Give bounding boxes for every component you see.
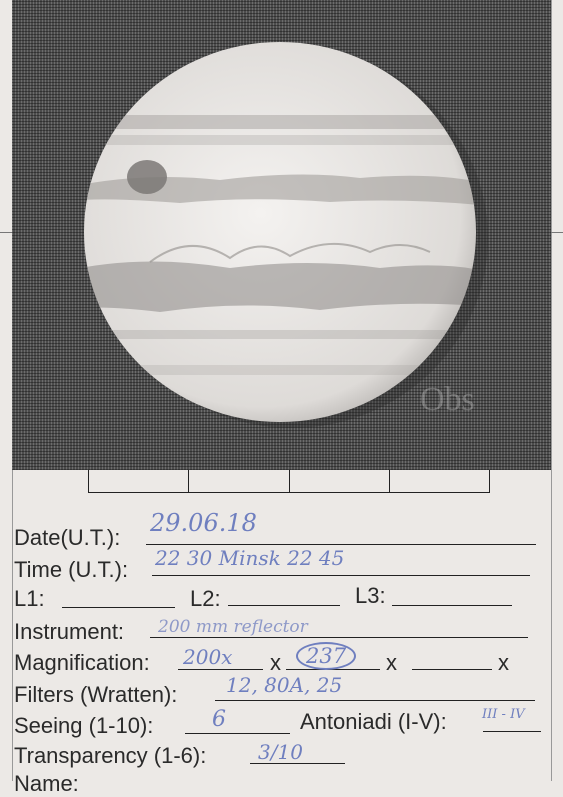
- time-label: Time (U.T.):: [14, 557, 129, 582]
- filters-label: Filters (Wratten):: [14, 682, 178, 707]
- filters-value: 12, 80A, 25: [226, 673, 343, 697]
- l2-line: [228, 604, 340, 606]
- mag-x2: x: [386, 650, 397, 675]
- moon-shadow-spot: [127, 160, 167, 194]
- instrument-label: Instrument:: [14, 619, 125, 644]
- seeing-value: 6: [212, 707, 226, 732]
- magnification-value2: 237: [296, 642, 356, 670]
- tab-cell: [390, 470, 489, 492]
- antoniadi-line: [483, 730, 541, 732]
- tab-cell: [189, 470, 289, 492]
- seeing-label: Seeing (1-10):: [14, 713, 154, 738]
- date-value: 29.06.18: [150, 509, 257, 537]
- transparency-label: Transparency (1-6):: [14, 743, 207, 768]
- antoniadi-label: Antoniadi (I-V):: [300, 709, 447, 734]
- watermark: Obs: [420, 381, 475, 418]
- l3-line: [392, 604, 512, 606]
- mag-line-3: [412, 668, 492, 670]
- tab-grid: [88, 470, 490, 493]
- l1-label: L1:: [14, 586, 45, 611]
- l2-label: L2:: [190, 586, 221, 611]
- time-line: [152, 574, 530, 576]
- l3-label: L3:: [355, 583, 386, 608]
- band-stb: [80, 330, 480, 339]
- magnification-label: Magnification:: [14, 650, 150, 675]
- mag-x3: x: [498, 650, 509, 675]
- filters-line: [215, 699, 535, 701]
- band-ntb: [80, 135, 480, 145]
- instrument-value: 200 mm reflector: [158, 617, 308, 637]
- transparency-value: 3/10: [258, 740, 303, 764]
- name-label: Name:: [14, 771, 79, 796]
- antoniadi-value: III - IV: [482, 707, 525, 722]
- l1-line: [62, 606, 175, 608]
- mag-x1: x: [270, 650, 281, 675]
- seeing-line: [185, 732, 290, 734]
- date-label: Date(U.T.):: [14, 525, 121, 550]
- date-line: [146, 543, 536, 545]
- tab-cell: [290, 470, 390, 492]
- magnification-value: 200x: [183, 645, 233, 669]
- tab-cell: [89, 470, 189, 492]
- time-value: 22 30 Minsk 22 45: [155, 546, 345, 570]
- band-north-polar: [80, 115, 480, 129]
